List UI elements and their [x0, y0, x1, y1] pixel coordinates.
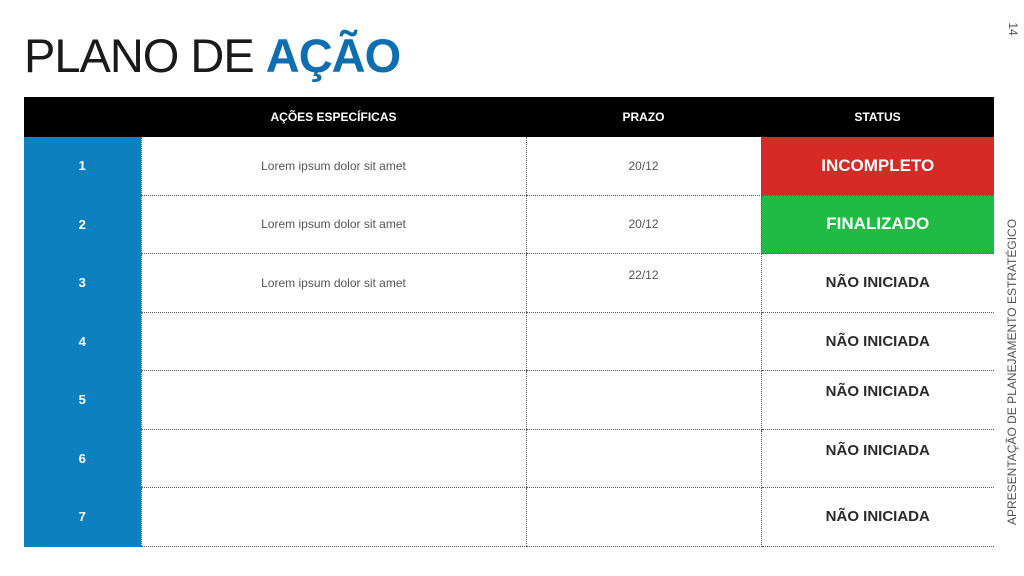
row-number: 1	[24, 137, 141, 195]
table-row	[24, 195, 994, 254]
table-row	[24, 488, 994, 547]
action-plan-table	[24, 97, 994, 547]
row-number: 4	[24, 312, 141, 371]
row-deadline	[526, 429, 761, 488]
status-badge: NÃO INICIADA	[761, 371, 994, 430]
status-badge: NÃO INICIADA	[761, 254, 994, 313]
table-row	[24, 137, 994, 195]
title-plain: PLANO DE	[24, 29, 266, 82]
row-deadline: 22/12	[526, 254, 761, 313]
row-deadline: 20/12	[526, 195, 761, 254]
status-badge: INCOMPLETO	[761, 137, 994, 195]
table-row	[24, 312, 994, 371]
row-number: 2	[24, 195, 141, 254]
row-number: 3	[24, 254, 141, 313]
header-number	[24, 97, 141, 137]
row-action: Lorem ipsum dolor sit amet	[141, 195, 526, 254]
status-badge: NÃO INICIADA	[761, 429, 994, 488]
row-action	[141, 371, 526, 430]
table-row	[24, 371, 994, 430]
status-badge: NÃO INICIADA	[761, 488, 994, 547]
row-deadline	[526, 312, 761, 371]
row-action: Lorem ipsum dolor sit amet	[141, 254, 526, 313]
table-header-row	[24, 97, 994, 137]
row-action	[141, 429, 526, 488]
row-action	[141, 312, 526, 371]
table-row	[24, 429, 994, 488]
row-number: 7	[24, 488, 141, 547]
status-badge: NÃO INICIADA	[761, 312, 994, 371]
side-label: APRESENTAÇÃO DE PLANEJAMENTO ESTRATÉGICO	[1005, 218, 1019, 525]
header-deadline: PRAZO	[526, 97, 761, 137]
row-action	[141, 488, 526, 547]
title-accent: AÇÃO	[265, 29, 401, 82]
header-status: STATUS	[761, 97, 994, 137]
status-badge: FINALIZADO	[761, 195, 994, 254]
row-deadline	[526, 371, 761, 430]
row-number: 5	[24, 371, 141, 430]
row-deadline: 20/12	[526, 137, 761, 195]
row-deadline	[526, 488, 761, 547]
table-row	[24, 254, 994, 313]
row-number: 6	[24, 429, 141, 488]
header-actions: AÇÕES ESPECÍFICAS	[141, 97, 526, 137]
row-action: Lorem ipsum dolor sit amet	[141, 137, 526, 195]
page-title	[24, 26, 400, 86]
page-number: 14	[1006, 22, 1020, 36]
